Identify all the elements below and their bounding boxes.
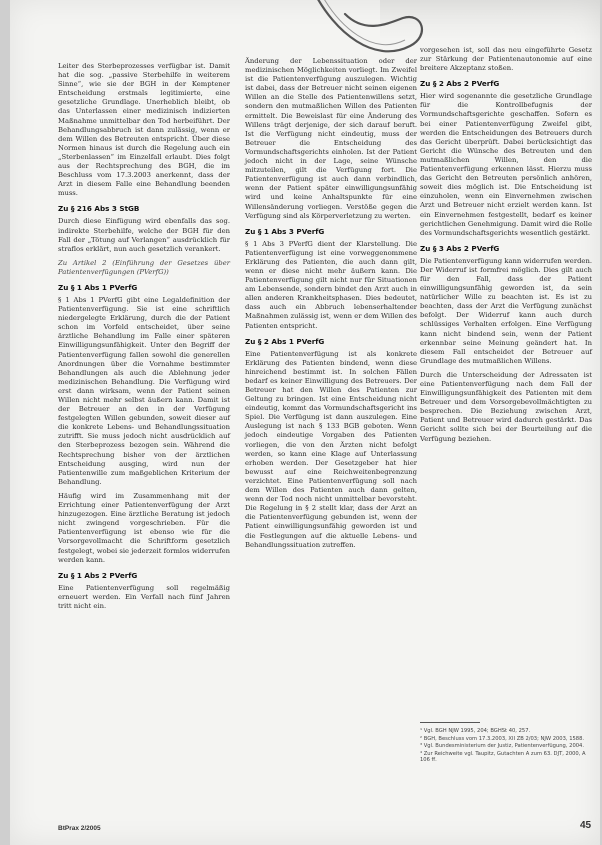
paragraph: Leiter des Sterbeprozesses verfügbar ist. Damit hat die sog. „passive Sterbehilfe in weiterem Sinne“, wie sie der BGH in der Kemptener Entscheidung erstmals legitimierte, eine gesetzliche Grundlage. Unerheblich bleibt, ob das Unterlassen einer medizinisch indizierten Maßnahme unmittelbar den Tod herbeiführt. Der Behandlungsabbruch ist dann zulässig, wenn er dem Willen des Betreuten entspricht. Über diese Normen hinaus ist durch die Regelung auch ein „Sterbenlassen“ im Einzelfall erlaubt. Dies folgt aus der Rechtsprechung des BGH, die im Beschluss vom 17.3.2003 anerkennt, dass der Arzt in diesem Falle eine Behandlung beenden muss. [58, 62, 230, 198]
paragraph: § 1 Abs 3 PVerfG dient der Klarstellung. Die Patientenverfügung ist eine vorweggenommene Erklärung des Patienten, die auch dann gilt, wenn er diese nicht mehr äußern kann. Die Patientenverfügung gilt nicht nur für Situationen am Lebensende, sondern bindet den Arzt auch in allen anderen Krankheitsphasen. Dies bedeutet, dass auch ein Abbruch lebenserhaltender Maßnahmen zulässig ist, wenn er dem Willen des Patienten entspricht. [245, 239, 417, 330]
section-heading: Zu § 1 Abs 2 PVerfG [58, 570, 138, 580]
section-heading: Zu § 2 Abs 2 PVerfG [420, 79, 500, 89]
footnote: ³ Vgl. Bundesministerium der Justiz, Patientenverfügung, 2004. [420, 743, 584, 750]
paragraph: Hier wird sogenannte die gesetzliche Grundlage für die Kontrollbefugnis der Vormundschaftsgerichte geschaffen. Sofern es bei einer Patientenverfügung Zweifel gibt, werden die Entscheidungen des Betreuers durch das Gericht überprüft. Dabei berücksichtigt das Gericht die Wünsche des Betreuten und den mutmaßlichen Willen, den die Patientenverfügung erkennen lässt. Hierzu muss das Gericht den Betreuten persönlich anhören, soweit dies möglich ist. Die Entscheidung ist einzuholen, wenn ein Einvernehmen zwischen Arzt und Betreuer nicht erzielt werden kann. Ist ein Einvernehmen festgestellt, bedarf es keiner gerichtlichen Genehmigung. Damit wird die Rolle des Vormundschaftsgerichts wesentlich gestärkt. [420, 92, 592, 237]
paragraph: Häufig wird im Zusammenhang mit der Errichtung einer Patientenverfügung der Arzt hinzugezogen. Eine ärztliche Beratung ist jedoch nicht zwingend vorgeschrieben. Für die Patientenverfügung ist ebenso wie für die Vorsorgevollmacht die Schriftform gesetzlich festgelegt, wobei sie jederzeit formlos widerrufen werden kann. [58, 491, 230, 564]
journal-footer: BtPrax 2/2005 [58, 825, 101, 832]
paragraph: Eine Patientenverfügung soll regelmäßig erneuert werden. Ein Verfall nach fünf Jahren tritt nicht ein. [58, 583, 230, 610]
section-heading: Zu § 1 Abs 3 PVerfG [245, 226, 325, 236]
paragraph: Änderung der Lebenssituation oder der medizinischen Möglichkeiten vorliegt. Im Zweifel ist die Patientenverfügung auszulegen. Wichtig ist dabei, dass der Betreuer nicht seinen eigenen Willen an die Stelle des Patientenwillens setzt, sondern den mutmaßlichen Willen des Patienten ermittelt. Die Beweislast für eine Änderung des Willens trägt derjenige, der sich darauf beruft. Ist die Verfügung nicht eindeutig, muss der Betreuer die Entscheidung des Vormundschaftsgerichts einholen. Ist der Patient jedoch nicht in der Lage, seine Wünsche mitzuteilen, gilt die Verfügung fort. Die Patientenverfügung ist auch dann verbindlich, wenn der Patient später einwilligungsunfähig wird und keine Anhaltspunkte für eine Willensänderung vorliegen. Verstöße gegen die Verfügung sind als Körperverletzung zu werten. [245, 57, 417, 220]
text-column-2 [245, 57, 417, 555]
article-subheading: Zu Artikel 2 (Einführung der Gesetzes über Patientenverfügungen (PVerfG)) [58, 258, 230, 276]
footnotes [420, 728, 595, 765]
section-heading: Zu § 216 Abs 3 StGB [58, 204, 140, 214]
paragraph: Durch diese Einfügung wird ebenfalls das sog. indirekte Sterbehilfe, welche der BGH für den Fall der „Tötung auf Verlangen“ ausdrücklich für straflos erklärt, nun auch gesetzlich verankert. [58, 217, 230, 253]
text-column-3 [420, 46, 592, 449]
footnote: ² BGH, Beschluss vom 17.3.2003, XII ZB 2/03; NJW 2003, 1588. [420, 735, 585, 742]
paragraph: Eine Patientenverfügung ist als konkrete Erklärung des Patienten bindend, wenn diese hinreichend bestimmt ist. In solchen Fällen bedarf es keiner Einwilligung des Betreuers. Der Betreuer hat den Willen des Patienten zur Geltung zu bringen. Ist eine Entscheidung nicht eindeutig, kommt das Vormundschaftsgericht ins Spiel. Die Verfügung ist dann auszulegen. Eine Auslegung ist nach § 133 BGB geboten. Wenn jedoch eindeutige Vorgaben des Patienten vorliegen, die von den Ärzten nicht befolgt werden, so kann eine Klage auf Unterlassung erhoben werden. Der Gesetzgeber hat hier bewusst auf eine Reichweitenbegrenzung verzichtet. Eine Patientenverfügung soll nach dem Willen des Patienten auch dann gelten, wenn der Tod noch nicht unmittelbar bevorsteht. Die Regelung in § 2 stellt klar, dass der Arzt an die Patientenverfügung gebunden ist, wenn der Patient einwilligungsunfähig geworden ist und die Festlegungen auf die aktuelle Lebens- und Behandlungssituation zutreffen. [245, 349, 417, 549]
section-heading: Zu § 3 Abs 2 PVerfG [420, 243, 500, 253]
scan-shadow [380, 0, 600, 40]
paragraph: § 1 Abs 1 PVerfG gibt eine Legaldefinition der Patientenverfügung. Sie ist eine schriftlich niedergelegte Erklärung, durch die der Patient schon im Vorfeld entscheidet, über seine ärztliche Behandlung im Falle einer späteren Einwilligungsunfähigkeit. Unter den Begriff der Patientenverfügung fallen sowohl die generellen Anordnungen über die Vornahme bestimmter Behandlungen als auch die Ablehnung jeder medizinischen Behandlung. Die Verfügung wird erst dann wirksam, wenn der Patient seinen Willen nicht mehr selbst äußern kann. Damit ist der Betreuer an den in der Verfügung festgelegten Willen gebunden, soweit dieser auf die konkrete Lebens- und Behandlungssituation zutrifft. Sie muss jedoch nicht ausdrücklich auf den Sterbeprozess bezogen sein. Während die Rechtsprechung bisher von der ärztlichen Entscheidung ausging, wird nun der Patientenwille zum maßgeblichen Kriterium der Behandlung. [58, 295, 230, 486]
text-column-1 [58, 62, 230, 616]
footnote-divider [420, 722, 480, 723]
paragraph: vorgesehen ist, soll das neu eingeführte Gesetz zur Stärkung der Patientenautonomie auf eine breitere Akzeptanz stoßen. [420, 46, 592, 73]
paragraph: Durch die Unterscheidung der Adressaten ist eine Patientenverfügung nach dem Fall der Einwilligungsunfähigkeit des Patienten mit dem Betreuer und dem Vorsorgebevollmächtigten zu besprechen. Die Beziehung zwischen Arzt, Patient und Betreuer wird dadurch gestärkt. Das Gericht sollte sich bei der Beurteilung auf die Verfügung beziehen. [420, 370, 592, 443]
section-heading: Zu § 1 Abs 1 PVerfG [58, 282, 138, 292]
paragraph: Die Patientenverfügung kann widerrufen werden. Der Widerruf ist formfrei möglich. Dies gilt auch für den Fall, dass der Patient einwilligungsunfähig geworden ist, da sein natürlicher Wille zu beachten ist. Es ist zu beachten, dass der Arzt die Verfügung zunächst befolgt. Der Widerruf kann auch durch schlüssiges Verhalten erfolgen. Eine Verfügung kann nicht bindend sein, wenn der Patient erkennbar seine Meinung geändert hat. In diesem Fall entscheidet der Betreuer auf Grundlage des mutmaßlichen Willens. [420, 256, 592, 365]
footnote: ⁴ Zur Reichweite vgl. Taupitz, Gutachten A zum 63. DJT, 2000, A 106 ff. [420, 750, 586, 764]
section-heading: Zu § 2 Abs 1 PVerfG [245, 336, 325, 346]
document-page [10, 0, 600, 845]
footnote: ¹ Vgl. BGH NJW 1995, 204; BGHSt 40, 257. [420, 728, 531, 734]
page-number: 45 [580, 820, 592, 831]
